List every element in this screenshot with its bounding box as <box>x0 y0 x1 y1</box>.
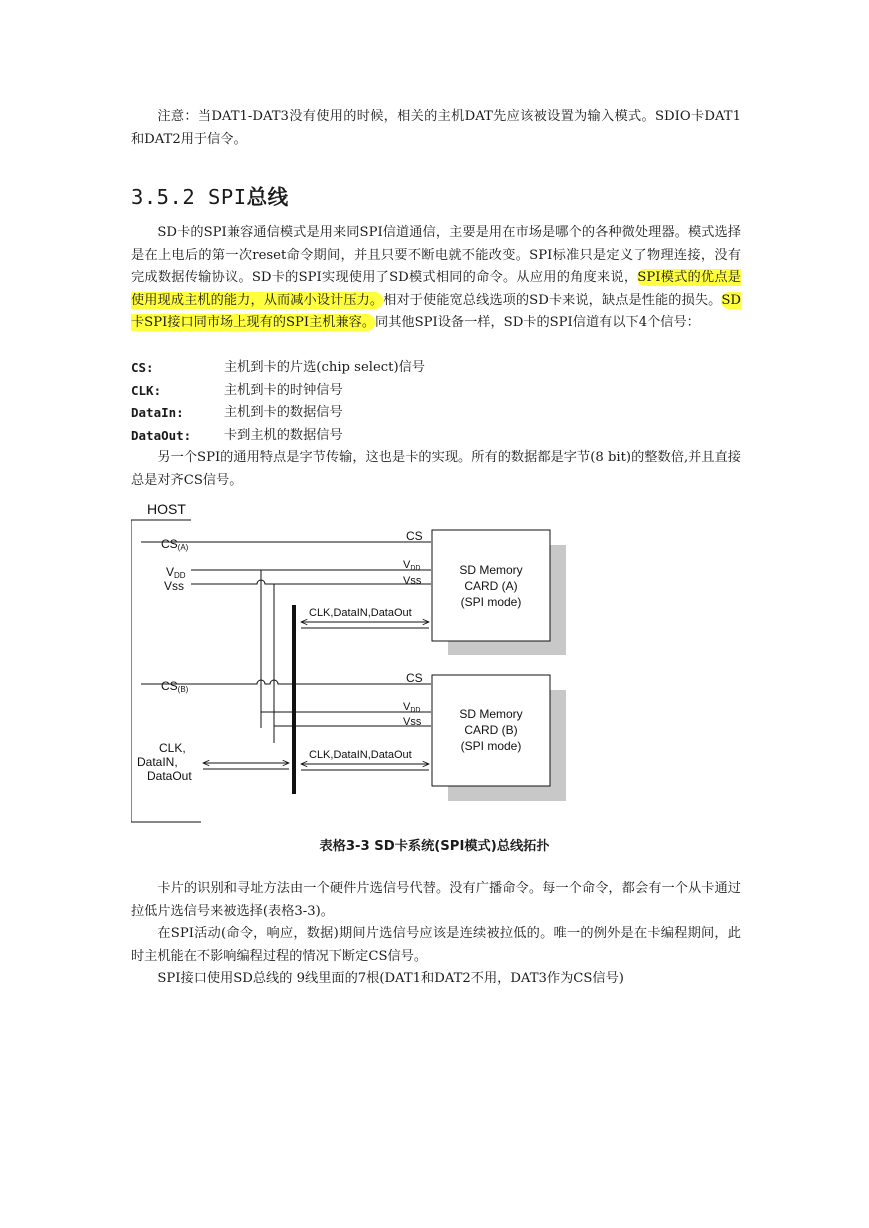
signal-desc: 卡到主机的数据信号 <box>224 427 343 443</box>
card-b-name-2: CARD (B) <box>464 723 518 737</box>
section-title: 总线 <box>246 185 289 209</box>
intro-text-c: 同其他SPI设备一样，SD卡的SPI信道有以下4个信号： <box>375 315 700 330</box>
card-select-paragraph: 卡片的识别和寻址方法由一个硬件片选信号代替。没有广播命令。每一个命令，都会有一个从卡通过拉低片选信号来被选择(表格3-3)。 <box>131 881 741 919</box>
host-bus-label-2: DataIN, <box>137 755 178 769</box>
note-paragraph: 注意：当DAT1-DAT3没有使用的时候，相关的主机DAT先应该被设置为输入模式。SDIO卡DAT1和DAT2用于信令。 <box>131 109 741 147</box>
card-b-vss-label: Vss <box>403 716 422 728</box>
host-cs-b-label: CS(B) <box>161 679 189 694</box>
signal-row-cs <box>131 357 731 380</box>
card-b-name-1: SD Memory <box>459 707 523 721</box>
intro-paragraph <box>131 222 741 335</box>
card-a-vdd-label: VDD <box>403 559 421 572</box>
signal-name: DataIn: <box>131 405 184 420</box>
card-b-vdd-label: VDD <box>403 701 421 714</box>
signal-row-dataout <box>131 425 731 448</box>
host-bus-label-3: DataOut <box>147 769 192 783</box>
signal-desc: 主机到卡的片选(chip select)信号 <box>224 360 425 375</box>
intro-text-a: SD卡的SPI兼容通信模式是用来同SPI信道通信，主要是用在市场是哪个的各种微处理器。模式选择是在上电后的第一次reset命令期间，并且只要不断电就不能改变。SPI标准只是定义了物理连接，没有完成数据传输协议。SD卡的SPI实现使用了SD模式相同的命令。从应用的角度来说， <box>131 225 741 285</box>
section-heading <box>131 180 289 210</box>
cs-b-wire <box>141 680 431 684</box>
host-cs-a-label: CS(A) <box>161 537 189 552</box>
host-vdd-label: VDD <box>166 565 186 580</box>
card-a-name-1: SD Memory <box>459 563 523 577</box>
vss-a-wire <box>191 580 431 584</box>
card-a <box>432 530 566 655</box>
host-vss-label: Vss <box>164 579 185 593</box>
signal-desc: 主机到卡的时钟信号 <box>224 382 343 398</box>
card-b <box>432 675 566 801</box>
signal-name: CLK: <box>131 382 162 398</box>
card-a-cs-label: CS <box>406 529 423 543</box>
card-a-bus-label: CLK,DataIN,DataOut <box>309 607 412 619</box>
signal-name: CS: <box>131 360 154 375</box>
intro-text-b: 相对于使能宽总线选项的SD卡来说，缺点是性能的损失。 <box>383 292 722 308</box>
card-a-name-2: CARD (A) <box>464 579 518 593</box>
highlight-advantage: SPI模式的优点是使用现成主机的能力，从而减小设计压力。 <box>131 270 741 308</box>
cs-low-paragraph: 在SPI活动(命令，响应，数据)期间片选信号应该是连续被拉低的。唯一的例外是在卡编程期间，此时主机能在不影响编程过程的情况下断定CS信号。 <box>131 926 741 964</box>
signal-name: DataOut: <box>131 427 192 443</box>
spi-lines-paragraph: SPI接口使用SD总线的 9线里面的7根(DAT1和DAT2不用，DAT3作为CS信号) <box>157 971 624 986</box>
signal-list <box>131 357 731 447</box>
host-label: HOST <box>147 501 186 517</box>
signal-row-datain <box>131 402 731 425</box>
card-b-cs-label: CS <box>406 671 423 685</box>
card-b-name-3: (SPI mode) <box>460 739 522 753</box>
signal-desc: 主机到卡的数据信号 <box>224 405 343 420</box>
host-bus-label-1: CLK, <box>159 741 186 755</box>
card-a-name-3: (SPI mode) <box>460 595 522 609</box>
section-number: 3.5.2 SPI <box>131 185 247 209</box>
signal-row-clk <box>131 380 731 403</box>
spi-bus-topology-diagram <box>131 500 581 825</box>
card-b-bus-label: CLK,DataIN,DataOut <box>309 749 412 761</box>
card-a-vss-label: Vss <box>403 575 422 587</box>
highlight-compatibility: SD卡SPI接口同市场上现有的SPI主机兼容。 <box>131 292 741 330</box>
byte-transfer-paragraph: 另一个SPI的通用特点是字节传输，这也是卡的实现。所有的数据都是字节(8 bit)的整数倍,并且直接总是对齐CS信号。 <box>131 450 741 488</box>
figure-caption: 表格3-3 SD卡系统(SPI模式)总线拓扑 <box>319 839 550 854</box>
